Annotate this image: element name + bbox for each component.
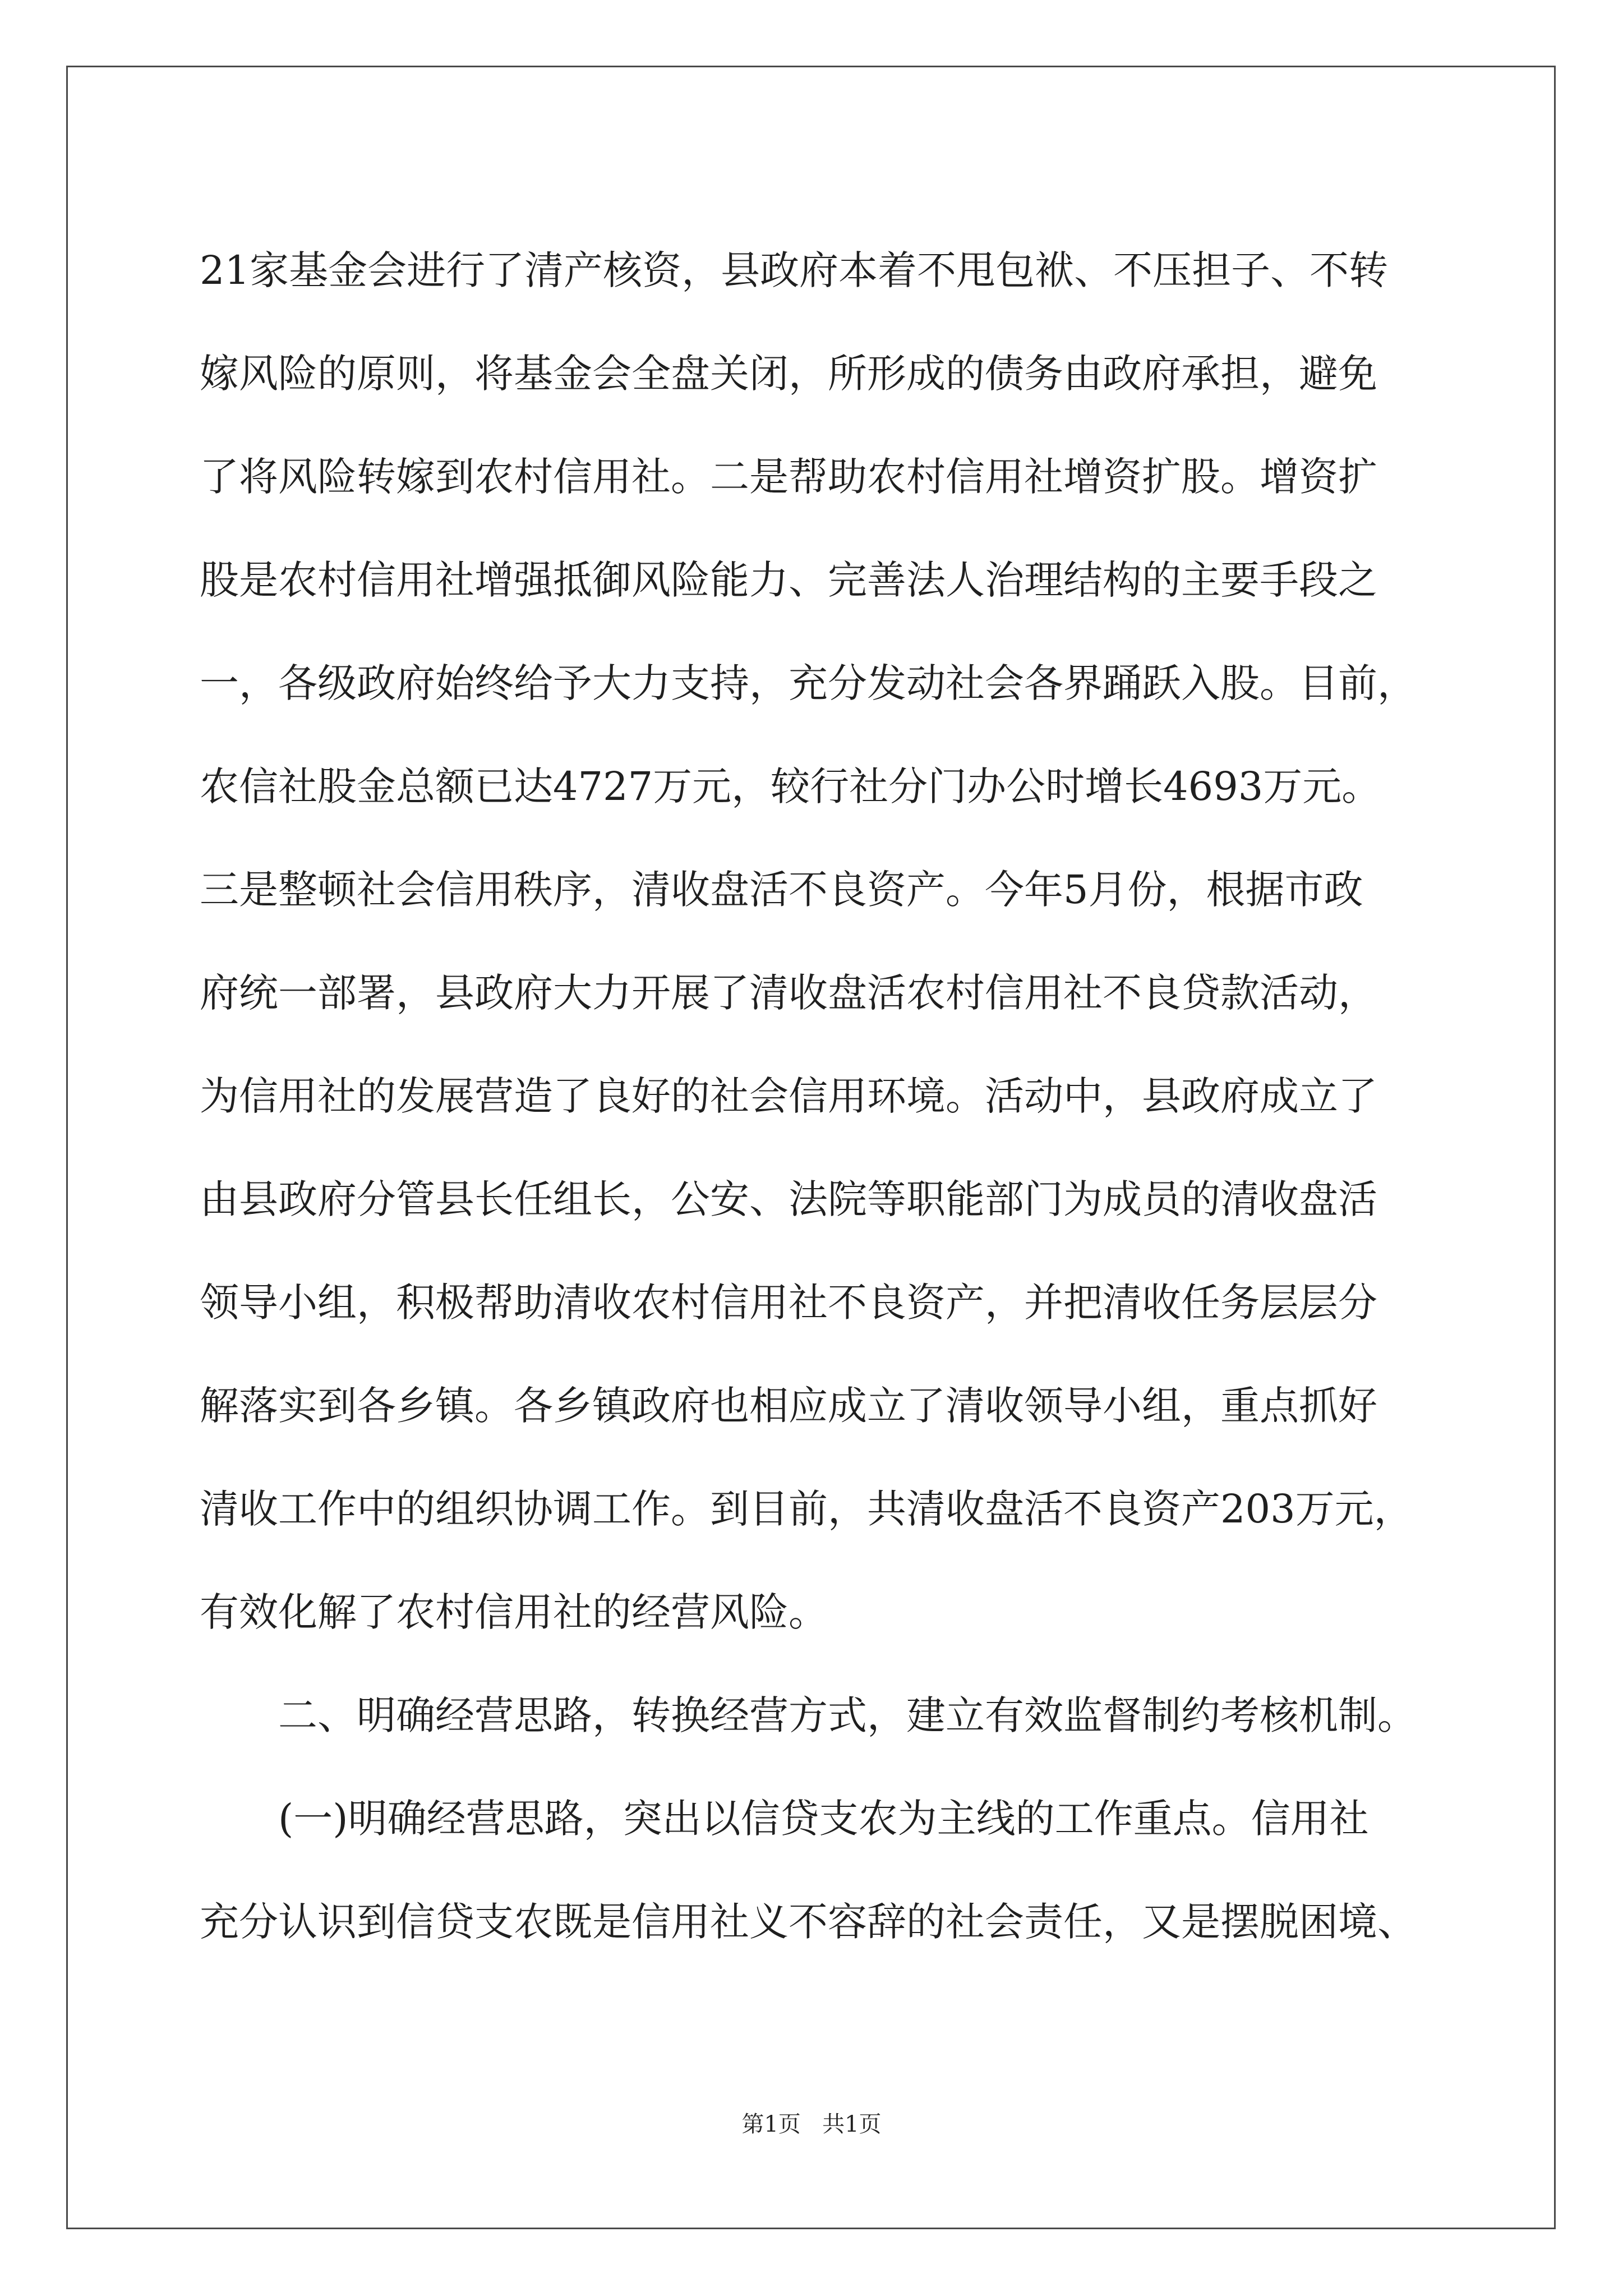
text-line: 领导小组，积极帮助清收农村信用社不良资产，并把清收任务层层分 (200, 1280, 1377, 1326)
page-footer (0, 2106, 1623, 2138)
text-line: 为信用社的发展营造了良好的社会信用环境。活动中，县政府成立了 (200, 1073, 1377, 1119)
text-line: 清收工作中的组织协调工作。到目前，共清收盘活不良资产203万元， (200, 1486, 1413, 1532)
subsection-heading: (一)明确经营思路，突出以信贷支农为主线的工作重点。信用社 (278, 1796, 1369, 1842)
text-line: 充分认识到信贷支农既是信用社义不容辞的社会责任，又是摆脱困境、 (200, 1899, 1417, 1945)
text-line: 由县政府分管县长任组长，公安、法院等职能部门为成员的清收盘活 (200, 1176, 1377, 1222)
text-line: 农信社股金总额已达4727万元，较行社分门办公时增长4693万元。 (200, 763, 1381, 809)
text-line: 有效化解了农村信用社的经营风险。 (200, 1589, 828, 1635)
text-line: 解落实到各乡镇。各乡镇政府也相应成立了清收领导小组，重点抓好 (200, 1383, 1377, 1429)
text-line: 府统一部署，县政府大力开展了清收盘活农村信用社不良贷款活动， (200, 970, 1377, 1016)
page-total: 共1页 (822, 2111, 882, 2137)
text-line: 股是农村信用社增强抵御风险能力、完善法人治理结构的主要手段之 (200, 557, 1377, 603)
text-line: 一，各级政府始终给予大力支持，充分发动社会各界踊跃入股。目前， (200, 660, 1417, 706)
text-line: 21家基金会进行了清产核资，县政府本着不甩包袱、不压担子、不转 (200, 247, 1389, 293)
page-number: 第1页 (741, 2111, 801, 2137)
text-line: 嫁风险的原则，将基金会全盘关闭，所形成的债务由政府承担，避免 (200, 351, 1377, 397)
section-heading: 二、明确经营思路，转换经营方式，建立有效监督制约考核机制。 (278, 1692, 1417, 1738)
text-line: 了将风险转嫁到农村信用社。二是帮助农村信用社增资扩股。增资扩 (200, 454, 1377, 500)
document-body (200, 219, 1433, 1973)
text-line: 三是整顿社会信用秩序，清收盘活不良资产。今年5月份，根据市政 (200, 867, 1363, 913)
